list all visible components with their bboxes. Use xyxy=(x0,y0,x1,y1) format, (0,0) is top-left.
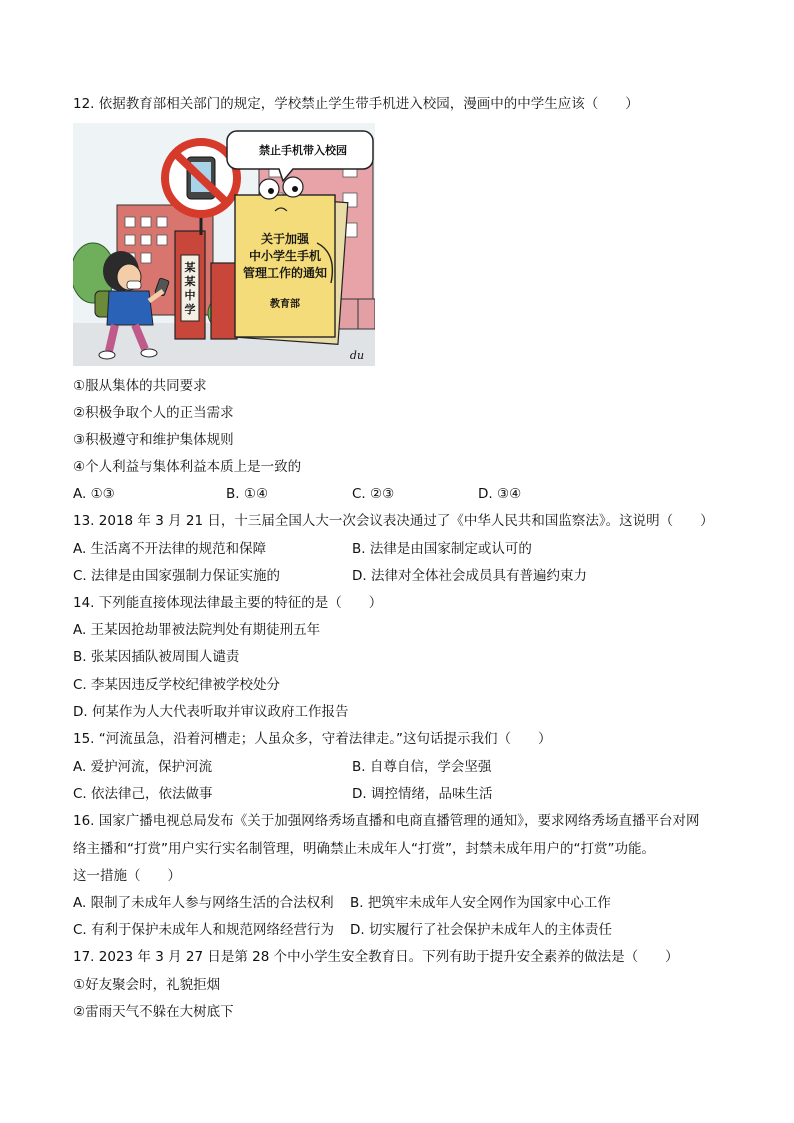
q15-stem: 15. “河流虽急，沿着河槽走；人虽众多，守着法律走。”这句话提示我们（ ） xyxy=(73,731,552,747)
q17-stem: 17. 2023 年 3 月 27 日是第 28 个中小学生安全教育日。下列有助于提升安全素养的做法是（ ） xyxy=(73,949,679,965)
q13-option-a: A. 生活离不开法律的规范和保障 xyxy=(73,541,267,557)
q12-option-b: B. ①④ xyxy=(226,486,269,502)
q16-stem-line-1: 16. 国家广播电视总局发布《关于加强网络秀场直播和电商直播管理的通知》，要求网络秀场直播平台对网 xyxy=(73,813,700,829)
q14-option-b: B. 张某因插队被周围人谴责 xyxy=(73,649,240,665)
svg-text:学: 学 xyxy=(184,303,196,316)
svg-text:中: 中 xyxy=(184,289,196,302)
svg-text:某: 某 xyxy=(184,275,196,288)
q16-option-d: D. 切实履行了社会保护未成年人的主体责任 xyxy=(350,922,612,938)
q12-item-3: ③积极遵守和维护集体规则 xyxy=(73,432,234,448)
q15-option-b: B. 自尊自信，学会坚强 xyxy=(352,759,492,775)
q15-option-a: A. 爱护河流，保护河流 xyxy=(73,759,213,775)
q14-option-c: C. 李某因违反学校纪律被学校处分 xyxy=(73,677,281,693)
q15-option-d: D. 调控情绪，品味生活 xyxy=(352,786,493,802)
svg-text:管理工作的通知: 管理工作的通知 xyxy=(242,266,328,280)
q16-option-b: B. 把筑牢未成年人安全网作为国家中心工作 xyxy=(350,895,611,911)
q12-option-a: A. ①③ xyxy=(73,486,115,502)
svg-text:中小学生手机: 中小学生手机 xyxy=(248,249,322,263)
speech-bubble-text: 禁止手机带入校园 xyxy=(259,144,347,157)
q14-option-a: A. 王某因抢劫罪被法院判处有期徒刑五年 xyxy=(73,622,321,638)
q16-stem-line-2: 络主播和“打赏”用户实行实名制管理，明确禁止未成年人“打赏”，封禁未成年用户的“打赏”功能。 xyxy=(73,841,655,857)
svg-text:关于加强: 关于加强 xyxy=(260,232,310,246)
q16-option-c: C. 有利于保护未成年人和规范网络经营行为 xyxy=(73,922,335,938)
q13-option-c: C. 法律是由国家强制力保证实施的 xyxy=(73,568,281,584)
q12-cartoon xyxy=(73,123,375,366)
q13-stem: 13. 2018 年 3 月 21 日，十三届全国人大一次会议表决通过了《中华人民共和国监察法》。这说明（ ） xyxy=(73,513,714,529)
q14-stem: 14. 下列能直接体现法律最主要的特征的是（ ） xyxy=(73,595,383,611)
q12-option-c: C. ②③ xyxy=(352,486,395,502)
artist-signature: du xyxy=(349,349,365,362)
q12-item-2: ②积极争取个人的正当需求 xyxy=(73,405,234,421)
q16-stem-line-3: 这一措施（ ） xyxy=(73,868,181,884)
svg-text:教育部: 教育部 xyxy=(270,299,300,310)
q12-stem: 12. 依据教育部相关部门的规定，学校禁止学生带手机进入校园，漫画中的中学生应该（ ） xyxy=(73,96,639,112)
q17-item-2: ②雷雨天气不躲在大树底下 xyxy=(73,1004,234,1020)
no-phone-sign-icon xyxy=(165,142,237,214)
svg-text:某: 某 xyxy=(184,261,196,274)
q12-option-d: D. ③④ xyxy=(478,486,522,502)
q16-option-a: A. 限制了未成年人参与网络生活的合法权利 xyxy=(73,895,334,911)
q12-item-1: ①服从集体的共同要求 xyxy=(73,378,207,394)
q17-item-1: ①好友聚会时，礼貌拒烟 xyxy=(73,977,221,993)
q13-option-b: B. 法律是由国家制定或认可的 xyxy=(352,541,532,557)
notice-document-character xyxy=(235,177,348,344)
q14-option-d: D. 何某作为人大代表听取并审议政府工作报告 xyxy=(73,704,349,720)
q15-option-c: C. 依法律己，依法做事 xyxy=(73,786,213,802)
q13-option-d: D. 法律对全体社会成员具有普遍约束力 xyxy=(352,568,587,584)
q12-item-4: ④个人利益与集体利益本质上是一致的 xyxy=(73,459,302,475)
